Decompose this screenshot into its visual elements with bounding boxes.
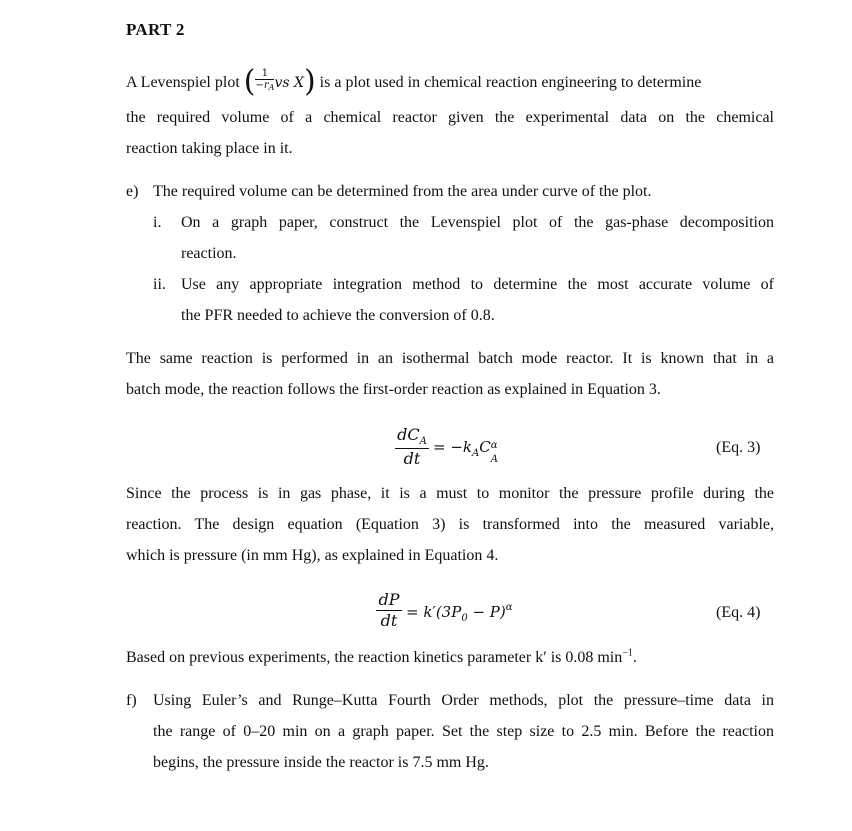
eq3-numerator: $dC_A$ xyxy=(397,425,427,447)
plot-vs-x: vs X xyxy=(274,75,304,91)
batch-line-2: batch mode, the reaction follows the first-order reaction as explained in Equation 3. xyxy=(126,381,661,398)
item-ii-marker: ii. xyxy=(153,276,166,293)
intro-line-1 xyxy=(126,64,774,99)
item-i-line-1: On a graph paper, construct the Levenspiel plot of the gas-phase decomposition xyxy=(181,214,774,231)
part-f-line-1: Using Euler’s and Runge–Kutta Fourth Order methods, plot the pressure–time data in xyxy=(153,692,774,709)
eq3-denominator: dt xyxy=(403,449,421,468)
gas-line-3: which is pressure (in mm Hg), as explained in Equation 4. xyxy=(126,547,499,564)
section-heading: PART 2 xyxy=(126,20,185,39)
fraction-numerator: 1 xyxy=(261,68,269,80)
eq3-fraction xyxy=(395,426,429,468)
item-ii-line-2: the PFR needed to achieve the conversion of 0.8. xyxy=(181,307,495,324)
fraction-denominator: $-r_A$ xyxy=(255,80,275,93)
gas-line-2: reaction. The design equation (Equation 3) is transformed into the measured variable, xyxy=(126,516,774,533)
eq4-denominator: dt xyxy=(380,611,398,630)
item-ii-line-1: Use any appropriate integration method to determine the most accurate volume of xyxy=(181,276,774,293)
inverse-rate-fraction xyxy=(255,69,274,91)
close-paren: ) xyxy=(303,64,316,99)
batch-line-1: The same reaction is performed in an isothermal batch mode reactor. It is known that in a xyxy=(126,350,774,367)
part-e-text: The required volume can be determined from the area under curve of the plot. xyxy=(153,183,652,200)
eq4-numerator: dP xyxy=(378,590,400,609)
intro-line-3: reaction taking place in it. xyxy=(126,140,293,157)
eq3-label: (Eq. 3) xyxy=(716,439,761,456)
part-e-marker: e) xyxy=(126,183,139,200)
item-i-marker: i. xyxy=(153,214,162,231)
open-paren: ( xyxy=(243,64,256,99)
part-f-line-3: begins, the pressure inside the reactor is 7.5 mm Hg. xyxy=(153,754,489,771)
part-f-marker: f) xyxy=(126,692,137,709)
eq4-label: (Eq. 4) xyxy=(716,604,761,621)
eq4-fraction xyxy=(376,591,402,630)
part-f-line-2: the range of 0–20 min on a graph paper. Set the step size to 2.5 min. Before the reaction xyxy=(153,723,774,740)
intro-text-start: A Levenspiel plot xyxy=(126,74,240,91)
eq4-rhs: = $k'(3P_0 - P)^\alpha$ xyxy=(406,602,513,624)
kinetics-line: Based on previous experiments, the reaction kinetics parameter k′ is 0.08 $\min^{-1}$. xyxy=(126,647,637,666)
gas-line-1: Since the process is in gas phase, it is a must to monitor the pressure profile during the xyxy=(126,485,774,502)
intro-text-end: is a plot used in chemical reaction engineering to determine xyxy=(319,74,702,91)
eq3-rhs: = $-k_AC$ α A xyxy=(433,438,498,465)
intro-line-2: the required volume of a chemical reactor given the experimental data on the chemical xyxy=(126,109,774,126)
item-i-line-2: reaction. xyxy=(181,245,237,262)
